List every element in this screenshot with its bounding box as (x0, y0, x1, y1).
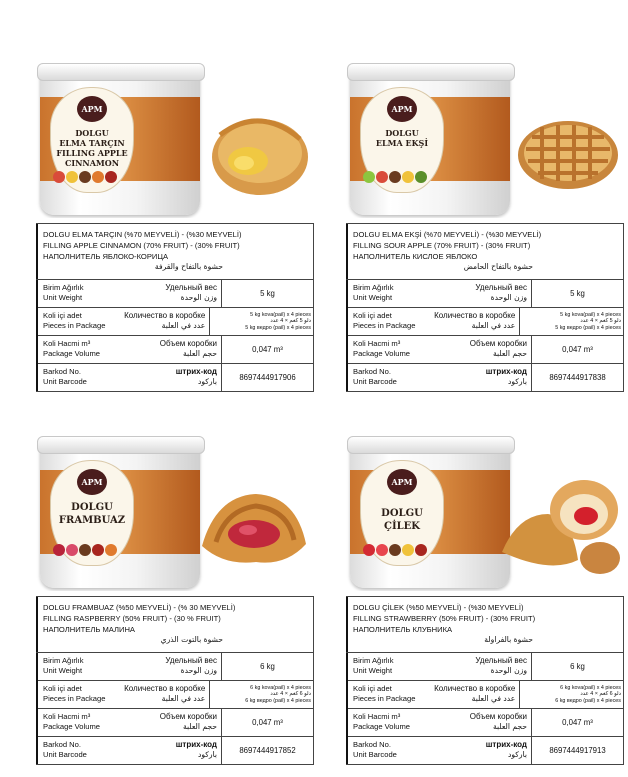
label-unit-weight-ru: Удельный вес (165, 656, 217, 665)
title-en: FILLING RASPBERRY (50% FRUIT) - (30 % FRUIT) (43, 614, 221, 623)
bucket-product-name: DOLGU FRAMBUAZ (58, 502, 126, 526)
label-unit-weight-tr: Birim Ağırlık (43, 283, 84, 292)
pieces-value-line3: 5 kg ведро (pail) x 4 pieces (555, 324, 621, 331)
product-info-table (36, 223, 314, 392)
title-ar: حشوة بالتفاح الحامض (463, 262, 533, 271)
bucket-image (40, 438, 200, 588)
label-volume-en: Package Volume (353, 722, 410, 731)
brand-logo: APM (77, 469, 107, 495)
label-pieces-en: Pieces in Package (353, 321, 416, 330)
title-ru: НАПОЛНИТЕЛЬ КИСЛОЕ ЯБЛОКО (353, 252, 478, 261)
product-photo (36, 63, 313, 218)
barcode-value: 8697444917913 (549, 746, 606, 755)
label-pieces-ar: عدد في العلبة (471, 321, 516, 330)
label-volume-en: Package Volume (353, 349, 410, 358)
label-volume-tr: Koli Hacmi m³ (43, 712, 91, 721)
label-pieces-ru: Количество в коробке (434, 311, 516, 320)
label-barcode-tr: Barkod No. (353, 740, 391, 749)
product-info-table (346, 596, 624, 765)
label-barcode-ru: штрих-код (485, 740, 527, 749)
pieces-value-line2: دلو 5 كغم × 4 عدد (270, 318, 311, 325)
title-tr: DOLGU ELMA EKŞİ (%70 MEYVELİ) - (%30 MEYVELİ) (353, 230, 542, 239)
label-unit-weight-ar: وزن الوحدة (490, 666, 527, 675)
bucket-image (40, 65, 200, 215)
package-volume-value: 0,047 m³ (562, 345, 593, 354)
pieces-value-line3: 5 kg ведро (pail) x 4 pieces (245, 324, 311, 331)
label-volume-ar: حجم العلبة (182, 722, 217, 731)
bucket-product-name: DOLGU ELMA TARÇIN FILLING APPLE CINNAMON (56, 128, 128, 168)
product-photo (346, 63, 623, 218)
pieces-value-line3: 6 kg ведро (pail) x 4 pieces (245, 697, 311, 704)
label-volume-ru: Объем коробки (159, 712, 217, 721)
product-photo (346, 436, 623, 591)
label-barcode-ar: باركود (197, 750, 217, 759)
label-unit-weight-en: Unit Weight (353, 293, 393, 302)
pieces-value-line3: 6 kg ведро (pail) x 4 pieces (555, 697, 621, 704)
label-pieces-tr: Koli içi adet (43, 684, 82, 693)
label-pieces-en: Pieces in Package (353, 694, 416, 703)
pieces-value-line1: 6 kg kova(pail) x 4 pieces (250, 684, 311, 691)
bucket-image (350, 438, 510, 588)
label-unit-weight-en: Unit Weight (43, 666, 83, 675)
label-barcode-tr: Barkod No. (353, 367, 391, 376)
brand-logo: APM (77, 96, 107, 122)
label-volume-ru: Объем коробки (159, 339, 217, 348)
label-barcode-ar: باركود (197, 377, 217, 386)
title-ar: حشوة بالفراولة (484, 635, 533, 644)
donut-croissant-image (502, 474, 620, 578)
unit-weight-value: 5 kg (260, 289, 275, 298)
label-pieces-ar: عدد في العلبة (161, 694, 206, 703)
package-volume-value: 0,047 m³ (252, 345, 283, 354)
title-tr: DOLGU FRAMBUAZ (%50 MEYVELİ) - (% 30 MEYVELİ) (43, 603, 236, 612)
label-barcode-en: Unit Barcode (353, 377, 397, 386)
label-unit-weight-ar: وزن الوحدة (180, 293, 217, 302)
label-barcode-ru: штрих-код (175, 740, 217, 749)
label-barcode-ru: штрих-код (485, 367, 527, 376)
label-barcode-ar: باركود (507, 750, 527, 759)
title-tr: DOLGU ELMA TARÇIN (%70 MEYVELİ) - (%30 MEYVELİ) (43, 230, 242, 239)
label-unit-weight-ar: وزن الوحدة (490, 293, 527, 302)
label-pieces-tr: Koli içi adet (353, 684, 392, 693)
product-photo (36, 436, 313, 591)
unit-weight-value: 5 kg (570, 289, 585, 298)
title-en: FILLING STRAWBERRY (50% FRUIT) - (30% FRUIT) (353, 614, 536, 623)
label-volume-ar: حجم العلبة (492, 349, 527, 358)
label-unit-weight-ru: Удельный вес (165, 283, 217, 292)
barcode-value: 8697444917906 (239, 373, 296, 382)
label-volume-tr: Koli Hacmi m³ (353, 712, 401, 721)
label-unit-weight-en: Unit Weight (43, 293, 83, 302)
label-pieces-ru: Количество в коробке (434, 684, 516, 693)
pieces-value-line2: دلو 6 كغم × 4 عدد (270, 691, 311, 698)
title-ru: НАПОЛНИТЕЛЬ ЯБЛОКО-КОРИЦА (43, 252, 169, 261)
label-barcode-ar: باركود (507, 377, 527, 386)
package-volume-value: 0,047 m³ (562, 718, 593, 727)
title-ru: НАПОЛНИТЕЛЬ КЛУБНИКА (353, 625, 453, 634)
barcode-value: 8697444917838 (549, 373, 606, 382)
unit-weight-value: 6 kg (260, 662, 275, 671)
bucket-product-name: DOLGU ELMA EKŞİ (375, 128, 429, 148)
unit-weight-value: 6 kg (570, 662, 585, 671)
pieces-value-line2: دلو 5 كغم × 4 عدد (580, 318, 621, 325)
barcode-value: 8697444917852 (239, 746, 296, 755)
product-info-table (346, 223, 624, 392)
label-volume-tr: Koli Hacmi m³ (43, 339, 91, 348)
pieces-value-line2: دلو 6 كغم × 4 عدد (580, 691, 621, 698)
label-volume-en: Package Volume (43, 349, 100, 358)
label-barcode-en: Unit Barcode (43, 750, 87, 759)
bucket-product-name: DOLGU ÇİLEK (381, 508, 423, 532)
label-barcode-en: Unit Barcode (43, 377, 87, 386)
label-barcode-en: Unit Barcode (353, 750, 397, 759)
pieces-value-line1: 5 kg kova(pail) x 4 pieces (250, 311, 311, 318)
label-unit-weight-en: Unit Weight (353, 666, 393, 675)
bucket-image (350, 65, 510, 215)
label-pieces-en: Pieces in Package (43, 694, 106, 703)
label-volume-en: Package Volume (43, 722, 100, 731)
label-barcode-tr: Barkod No. (43, 367, 81, 376)
label-unit-weight-tr: Birim Ağırlık (353, 656, 394, 665)
label-pieces-ru: Количество в коробке (124, 684, 206, 693)
title-ar: حشوة بالتفاح والقرفة (154, 262, 223, 271)
label-barcode-ru: штрих-код (175, 367, 217, 376)
title-tr: DOLGU ÇİLEK (%50 MEYVELİ) - (%30 MEYVELİ) (353, 603, 524, 612)
label-volume-tr: Koli Hacmi m³ (353, 339, 401, 348)
label-volume-ar: حجم العلبة (492, 722, 527, 731)
pastry-image (200, 105, 312, 201)
label-barcode-tr: Barkod No. (43, 740, 81, 749)
package-volume-value: 0,047 m³ (252, 718, 283, 727)
brand-logo: APM (387, 469, 417, 495)
pieces-value-line1: 6 kg kova(pail) x 4 pieces (560, 684, 621, 691)
pieces-value-line1: 5 kg kova(pail) x 4 pieces (560, 311, 621, 318)
label-pieces-ar: عدد في العلبة (471, 694, 516, 703)
label-pieces-tr: Koli içi adet (43, 311, 82, 320)
label-pieces-ru: Количество в коробке (124, 311, 206, 320)
title-ru: НАПОЛНИТЕЛЬ МАЛИНА (43, 625, 135, 634)
label-volume-ar: حجم العلبة (182, 349, 217, 358)
label-volume-ru: Объем коробки (469, 339, 527, 348)
product-info-table (36, 596, 314, 765)
title-ar: حشوة بالتوت الذري (160, 635, 223, 644)
title-en: FILLING APPLE CINNAMON (70% FRUIT) - (30% FRUIT) (43, 241, 240, 250)
label-unit-weight-ru: Удельный вес (475, 656, 527, 665)
label-unit-weight-tr: Birim Ağırlık (43, 656, 84, 665)
label-pieces-ar: عدد في العلبة (161, 321, 206, 330)
brand-logo: APM (387, 96, 417, 122)
label-volume-ru: Объем коробки (469, 712, 527, 721)
title-en: FILLING SOUR APPLE (70% FRUIT) - (30% FRUIT) (353, 241, 531, 250)
label-unit-weight-ar: وزن الوحدة (180, 666, 217, 675)
label-unit-weight-ru: Удельный вес (475, 283, 527, 292)
label-pieces-en: Pieces in Package (43, 321, 106, 330)
croissant-image (196, 476, 310, 576)
pie-image (512, 115, 620, 195)
label-pieces-tr: Koli içi adet (353, 311, 392, 320)
label-unit-weight-tr: Birim Ağırlık (353, 283, 394, 292)
